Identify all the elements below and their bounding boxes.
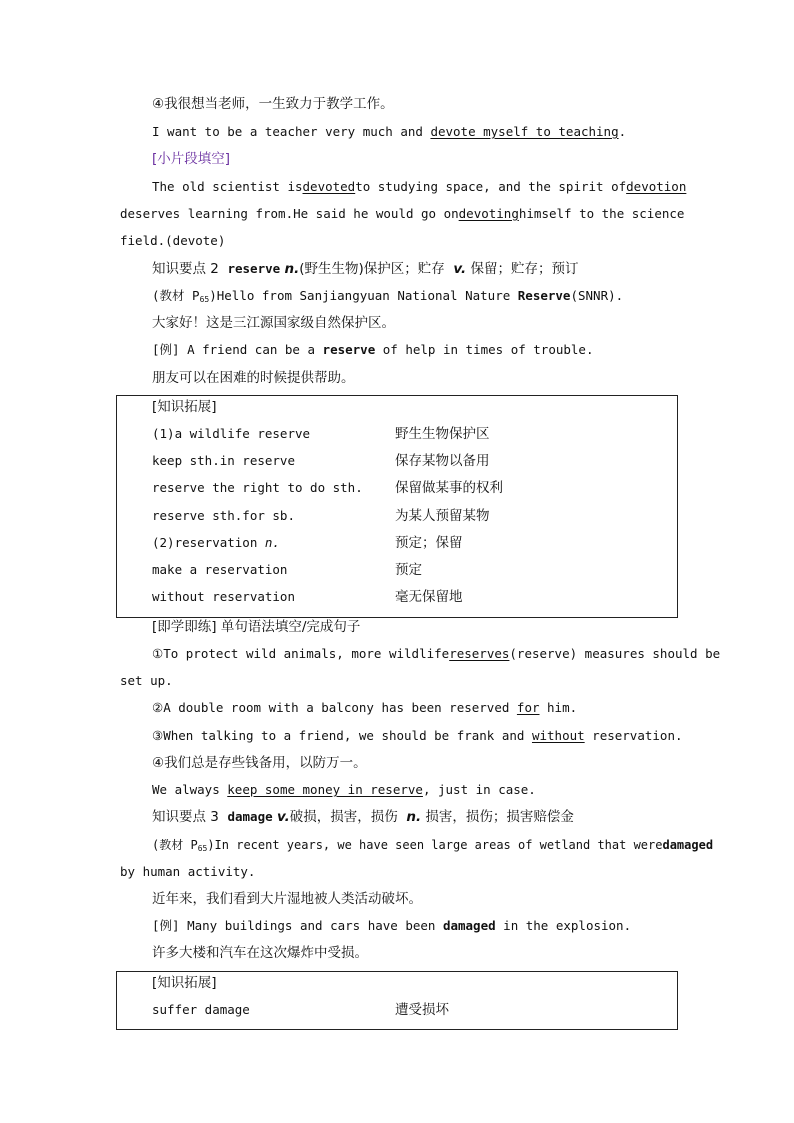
example-damage: [例] Many buildings and cars have been damaged in the explosion.: [152, 918, 632, 933]
textbook-source-reserve-chinese: 大家好！这是三江源国家级自然保护区。: [152, 315, 395, 331]
textbook-source-damage-chinese: 近年来，我们看到大片湿地被人类活动破坏。: [152, 891, 422, 907]
answer-underline: devote myself to teaching: [430, 124, 619, 139]
box-1-row-zh: 毫无保留地: [395, 589, 463, 605]
fragment-line-1: The old scientist is devoted to studying space, and the spirit of devotion: [152, 179, 687, 194]
box-2-row-zh: 遭受损坏: [395, 1002, 449, 1018]
box-1-row-en: (1)a wildlife reserve: [152, 426, 311, 441]
section-label-fill-in: [小片段填空]: [152, 151, 231, 167]
box-1-row-en: keep sth.in reserve: [152, 453, 295, 468]
practice-q1-line-2: set up.: [120, 673, 173, 688]
fragment-line-3: field.(devote): [120, 233, 226, 248]
example-reserve: [例] A friend can be a reserve of help in times of trouble.: [152, 342, 594, 357]
textbook-source-damage-line-2: by human activity.: [120, 864, 256, 879]
practice-q4-chinese: ④我们总是存些钱备用，以防万一。: [152, 755, 367, 771]
practice-heading: [即学即练] 单句语法填空/完成句子: [152, 619, 361, 635]
box-1-row-en: without reservation: [152, 589, 295, 604]
example-reserve-chinese: 朋友可以在困难的时候提供帮助。: [152, 370, 355, 386]
practice-q1-line-1: ①To protect wild animals, more wildlife reserves (reserve) measures should be: [152, 646, 721, 661]
box-1-row-zh: 保存某物以备用: [395, 453, 490, 469]
knowledge-point-3-heading: 知识要点 3 damage v.破损，损害，损伤 n. 损害，损伤；损害赔偿金: [152, 809, 574, 825]
box-1-row-zh: 预定；保留: [395, 535, 463, 551]
box-1-row-zh: 为某人预留某物: [395, 508, 490, 524]
box-1-row-en: make a reservation: [152, 562, 288, 577]
practice-q4-english: We always keep some money in reserve, just in case.: [152, 782, 536, 797]
example-4-chinese: ④我很想当老师，一生致力于教学工作。: [152, 96, 394, 112]
knowledge-point-2-heading: 知识要点 2 reserve n.(野生生物)保护区；贮存 v. 保留；贮存；预订: [152, 261, 579, 277]
box-1-row-zh: 野生生物保护区: [395, 426, 490, 442]
box-1-row-en: (2)reservation n.: [152, 535, 280, 550]
example-4-english: I want to be a teacher very much and devote myself to teaching.: [152, 124, 627, 139]
box-1-row-zh: 保留做某事的权利: [395, 480, 503, 496]
textbook-source-damage: (教材 $P_{65})In$ recent years, we have seen large areas of wetland that were damaged: [152, 838, 714, 853]
fragment-line-2: deserves learning from.He said he would go on devoting himself to the science: [120, 206, 685, 221]
example-damage-chinese: 许多大楼和汽车在这次爆炸中受损。: [152, 945, 368, 961]
box-2-row-en: suffer damage: [152, 1002, 250, 1017]
box-2-title: [知识拓展]: [152, 975, 217, 991]
box-1-row-zh: 预定: [395, 562, 422, 578]
practice-q3: ③When talking to a friend, we should be frank and without reservation.: [152, 728, 683, 743]
textbook-source-reserve: (教材 $P_{65})Hello$ from Sanjiangyuan National Nature Reserve(SNNR).: [152, 288, 624, 304]
box-1-row-en: reserve the right to do sth.: [152, 480, 363, 495]
box-1-row-en: reserve sth.for sb.: [152, 508, 295, 523]
practice-q2: ②A double room with a balcony has been reserved for him.: [152, 700, 578, 715]
box-1-title: [知识拓展]: [152, 399, 217, 415]
